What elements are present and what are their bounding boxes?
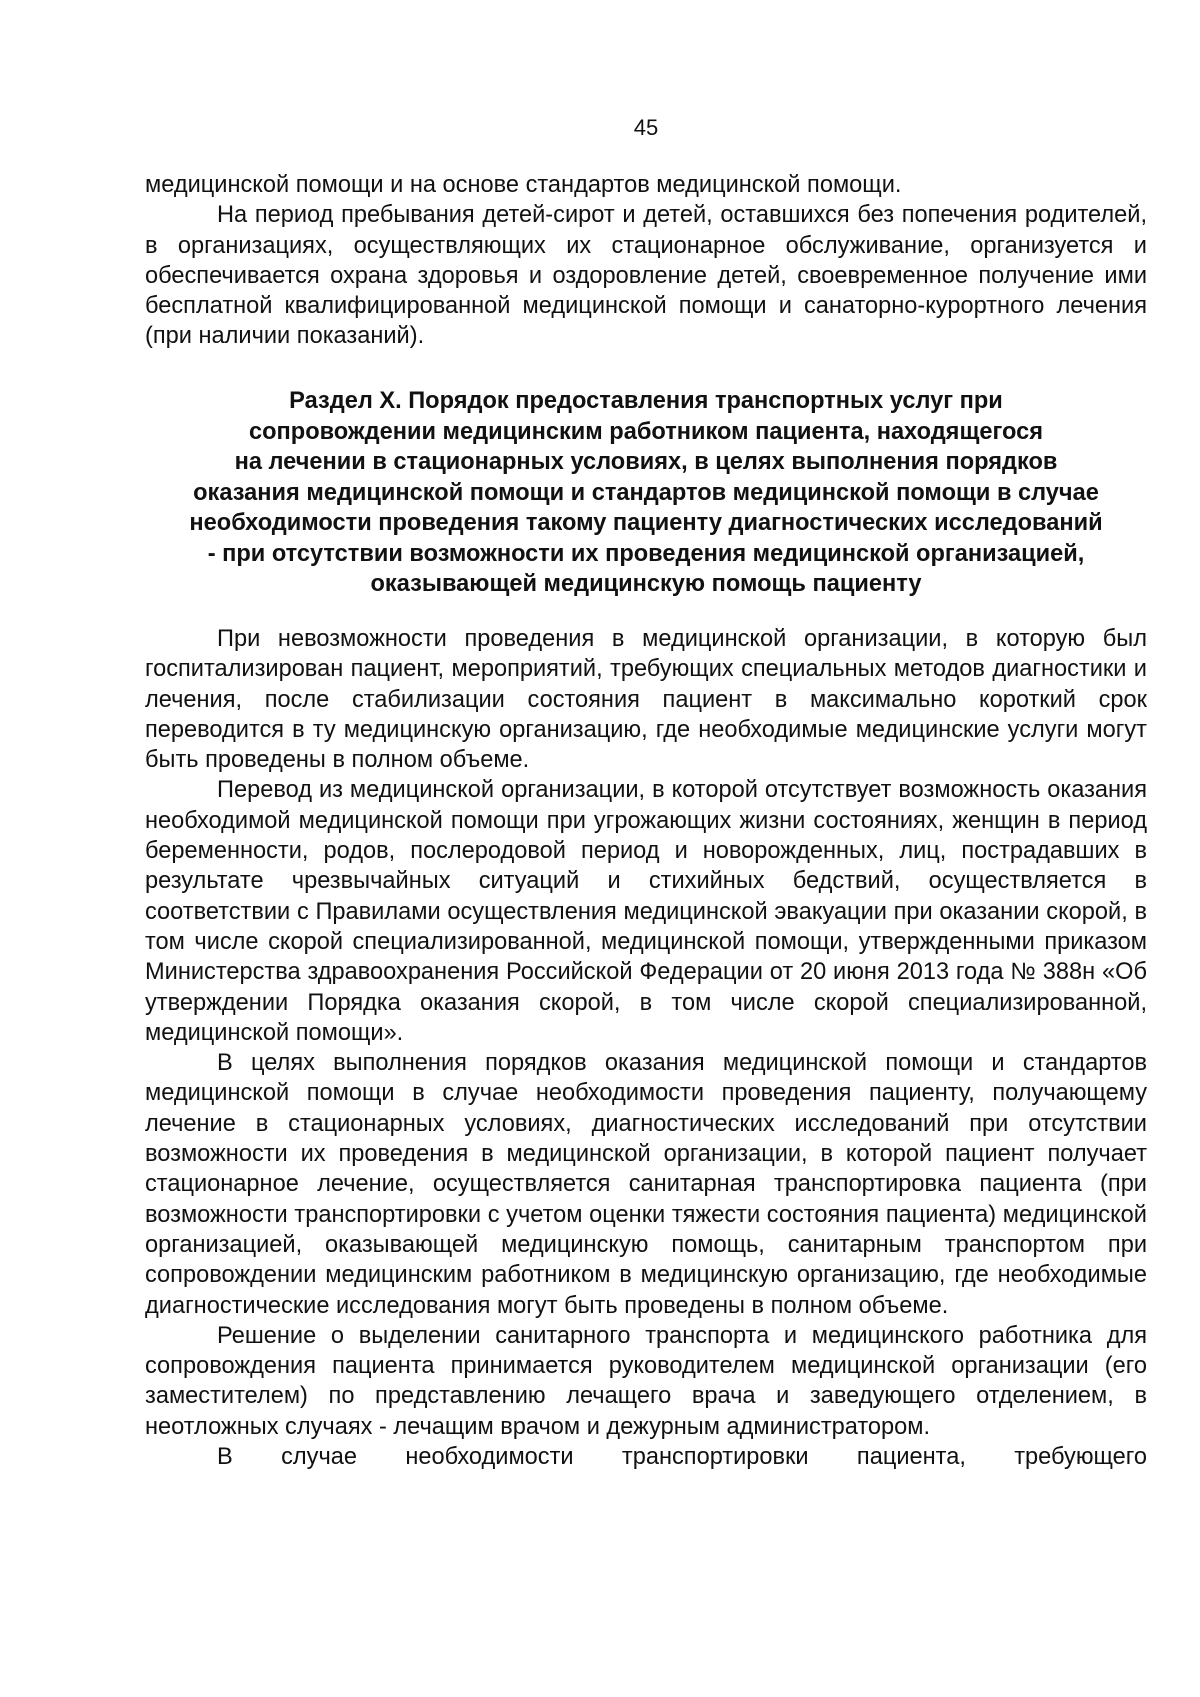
section-heading-line: оказания медицинской помощи и стандартов медицинской помощи в случае <box>193 479 1099 506</box>
section-heading-line: на лечении в стационарных условиях, в целях выполнения порядков <box>234 449 1058 475</box>
paragraph-orphans-care: На период пребывания детей-сирот и детей, оставшихся без попечения родителей, в организациях, осуществляющих их стационарное обслуживание, организуется и обеспечивается охрана здоровья и оздоровление детей, своевременное получение ими бесплатной квалифицированной медицинской помощи и санаторно-курортного лечения (при наличии показаний). <box>145 202 1147 350</box>
section-heading-line: Раздел X. Порядок предоставления транспортных услуг при <box>289 388 1003 414</box>
page-number: 45 <box>633 115 659 140</box>
section-heading-line: - при отсутствии возможности их проведения медицинской организацией, <box>207 540 1085 567</box>
section-heading-line: оказывающей медицинскую помощь пациенту <box>370 571 922 597</box>
section-heading <box>145 386 1147 600</box>
paragraph-transfer-rules: Перевод из медицинской организации, в которой отсутствует возможность оказания необходимой медицинской помощи при угрожающих жизни состояниях, женщин в период беременности, родов, послеродовой период и новорожденных, лиц, пострадавших в результате чрезвычайных ситуаций и стихийных бедствий, осуществляется в соответствии с Правилами осуществления медицинской эвакуации при оказании скорой, в том числе скорой специализированной, медицинской помощи, утвержденными приказом Министерства здравоохранения Российской Федерации от 20 июня 2013 года № 388н «Об утверждении Порядка оказания скорой, в том числе скорой специализированной, медицинской помощи». <box>145 777 1147 1046</box>
paragraph-continuation: медицинской помощи и на основе стандартов медицинской помощи. <box>145 172 902 198</box>
paragraph-decision: Решение о выделении санитарного транспорта и медицинского работника для сопровождения пациента принимается руководителем медицинской организации (его заместителем) по представлению лечащего врача и заведующего отделением, в неотложных случаях - лечащим врачом и дежурным администратором. <box>145 1322 1147 1440</box>
section-heading-line: необходимости проведения такому пациенту диагностических исследований <box>189 510 1103 536</box>
intro-text <box>145 170 1147 352</box>
section-heading-line: сопровождении медицинским работником пациента, находящегося <box>249 418 1043 445</box>
paragraph-transport-necessity: В случае необходимости транспортировки пациента, требующего <box>217 1444 1147 1471</box>
document-page <box>145 0 1147 1697</box>
section-body <box>145 624 1147 1472</box>
paragraph-transfer-impossibility: При невозможности проведения в медицинской организации, в которую был госпитализирован пациент, мероприятий, требующих специальных методов диагностики и лечения, после стабилизации состояния пациент в максимально короткий срок переводится в ту медицинскую организацию, где необходимые медицинские услуги могут быть проведены в полном объеме. <box>145 626 1147 774</box>
paragraph-sanitary-transport: В целях выполнения порядков оказания медицинской помощи и стандартов медицинской помощи в случае необходимости проведения пациенту, получающему лечение в стационарных условиях, диагностических исследований при отсутствии возможности их проведения в медицинской организации, в которой пациент получает стационарное лечение, осуществляется санитарная транспортировка пациента (при возможности транспортировки с учетом оценки тяжести состояния пациента) медицинской организацией, оказывающей медицинскую помощь, санитарным транспортом при сопровождении медицинским работником в медицинскую организацию, где необходимые диагностические исследования могут быть проведены в полном объеме. <box>145 1050 1147 1319</box>
